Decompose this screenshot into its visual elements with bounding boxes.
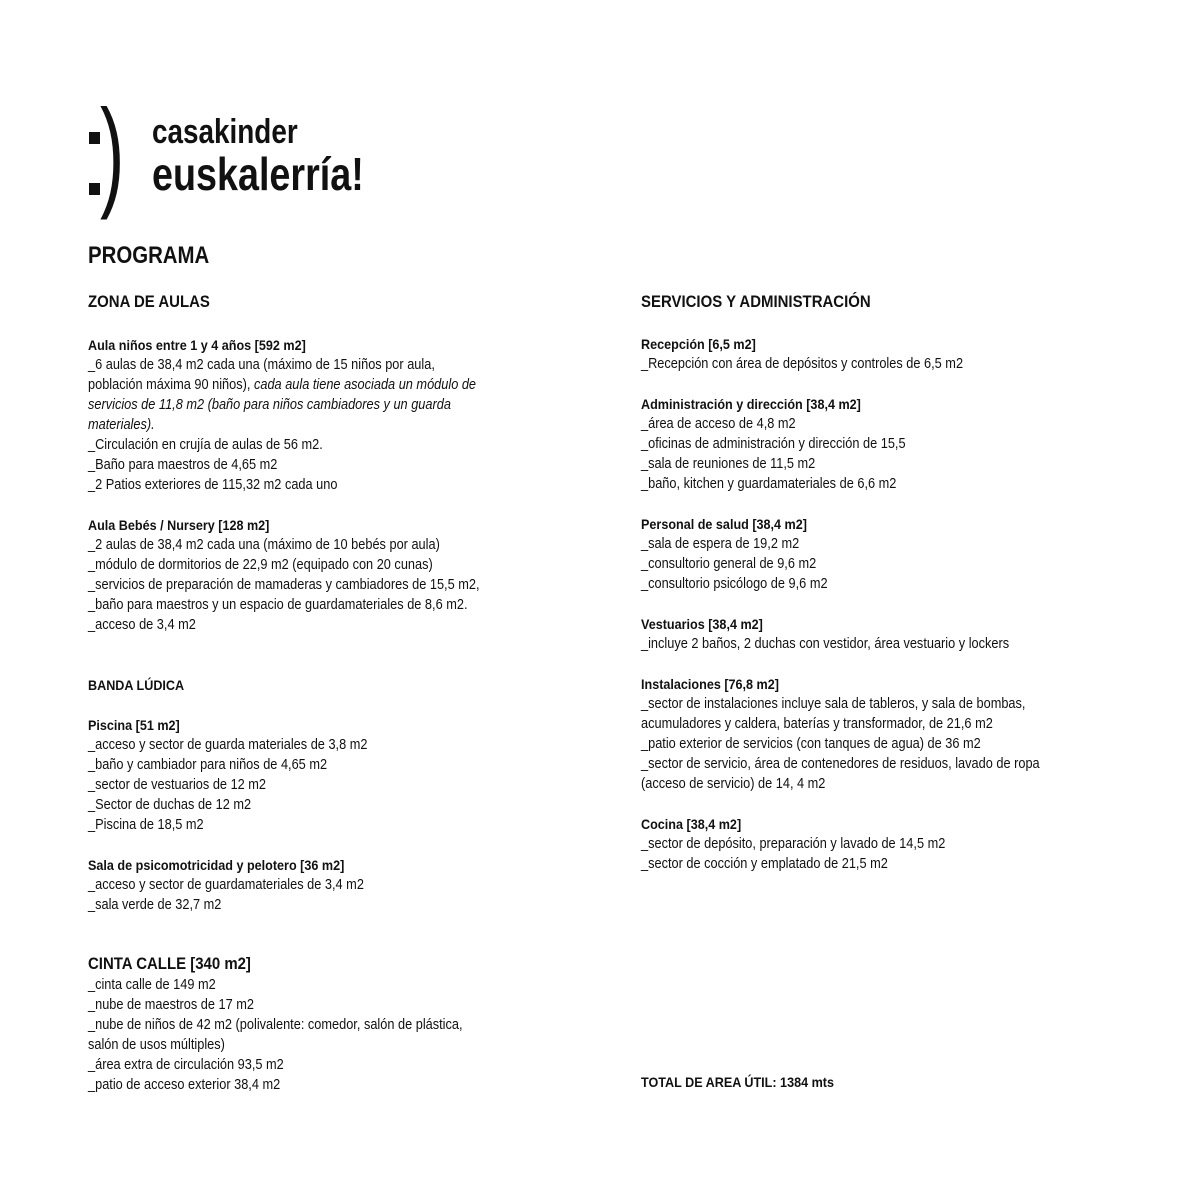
- cinta-calle-block: [88, 953, 568, 1095]
- list-item: _sector de servicio, área de contenedores de residuos, lavado de ropa: [641, 756, 1040, 772]
- list-item: _Circulación en crujía de aulas de 56 m2.: [88, 437, 323, 453]
- list-item: _6 aulas de 38,4 m2 cada una (máximo de 15 niños por aula,: [88, 357, 435, 373]
- brand-casakinder: casakinder: [152, 113, 298, 151]
- cocina-title: Cocina [38,4 m2]: [641, 816, 742, 832]
- logo-dot-bottom: [89, 183, 100, 195]
- list-item: materiales).: [88, 417, 155, 433]
- aula-bebes-title: Aula Bebés / Nursery [128 m2]: [88, 517, 270, 533]
- administracion-block: [641, 394, 1121, 494]
- list-item: _2 Patios exteriores de 115,32 m2 cada uno: [88, 477, 338, 493]
- salud-block: [641, 514, 1121, 594]
- list-item: _oficinas de administración y dirección de 15,5: [641, 436, 906, 452]
- list-item: _sala de espera de 19,2 m2: [641, 536, 800, 552]
- piscina-title: Piscina [51 m2]: [88, 717, 180, 733]
- zone-aulas-title: ZONA DE AULAS: [88, 292, 210, 311]
- brand-euskalerria: euskalerría!: [152, 148, 364, 200]
- left-column: [88, 292, 568, 1095]
- list-item: _nube de niños de 42 m2 (polivalente: comedor, salón de plástica,: [88, 1017, 463, 1033]
- vestuarios-title: Vestuarios [38,4 m2]: [641, 616, 763, 632]
- list-item: _Recepción con área de depósitos y controles de 6,5 m2: [641, 356, 964, 372]
- list-item: acumuladores y caldera, baterías y transformador, de 21,6 m2: [641, 716, 993, 732]
- servicios-title: SERVICIOS Y ADMINISTRACIÓN: [641, 292, 871, 311]
- list-item: población máxima 90 niños), cada aula tiene asociada un módulo de: [88, 377, 477, 393]
- list-item: _Sector de duchas de 12 m2: [88, 797, 252, 813]
- list-item: _área de acceso de 4,8 m2: [641, 416, 796, 432]
- logo-paren: ): [100, 84, 125, 220]
- banda-ludica-title: BANDA LÚDICA: [88, 677, 185, 693]
- list-item: _sala de reuniones de 11,5 m2: [641, 456, 816, 472]
- aula-ninos-title: Aula niños entre 1 y 4 años [592 m2]: [88, 337, 306, 353]
- instalaciones-block: [641, 674, 1121, 794]
- recepcion-block: [641, 334, 1121, 374]
- list-item: _módulo de dormitorios de 22,9 m2 (equipado con 20 cunas): [88, 557, 433, 573]
- list-item: _nube de maestros de 17 m2: [88, 997, 254, 1013]
- cocina-block: [641, 814, 1121, 874]
- page-title: PROGRAMA: [88, 242, 210, 269]
- list-item: _sector de vestuarios de 12 m2: [88, 777, 267, 793]
- cinta-calle-title: CINTA CALLE [340 m2]: [88, 954, 251, 973]
- aula-bebes-block: [88, 515, 568, 635]
- list-item: _baño para maestros y un espacio de guardamateriales de 8,6 m2.: [88, 597, 468, 613]
- logo-smiley: [84, 84, 144, 220]
- list-item: _sector de cocción y emplatado de 21,5 m2: [641, 856, 888, 872]
- list-item: _patio de acceso exterior 38,4 m2: [88, 1077, 281, 1093]
- list-item: _Baño para maestros de 4,65 m2: [88, 457, 278, 473]
- list-item: _sala verde de 32,7 m2: [88, 897, 222, 913]
- list-item: _área extra de circulación 93,5 m2: [88, 1057, 284, 1073]
- list-item: _servicios de preparación de mamaderas y cambiadores de 15,5 m2,: [88, 577, 480, 593]
- psicomotricidad-block: [88, 855, 568, 915]
- list-item: _sector de depósito, preparación y lavado de 14,5 m2: [641, 836, 946, 852]
- list-item: _cinta calle de 149 m2: [88, 977, 216, 993]
- total-area: TOTAL DE AREA ÚTIL: 1384 mts: [641, 1074, 835, 1090]
- list-item: _sector de instalaciones incluye sala de tableros, y sala de bombas,: [641, 696, 1026, 712]
- instalaciones-title: Instalaciones [76,8 m2]: [641, 676, 779, 692]
- piscina-block: [88, 715, 568, 835]
- list-item: _consultorio general de 9,6 m2: [641, 556, 817, 572]
- vestuarios-block: [641, 614, 1121, 654]
- list-item: _patio exterior de servicios (con tanques de agua) de 36 m2: [641, 736, 981, 752]
- logo-dot-top: [89, 132, 100, 144]
- list-item: _acceso y sector de guardamateriales de 3,4 m2: [88, 877, 364, 893]
- list-item: _incluye 2 baños, 2 duchas con vestidor, área vestuario y lockers: [641, 636, 1010, 652]
- list-item: _baño, kitchen y guardamateriales de 6,6 m2: [641, 476, 897, 492]
- aula-ninos-block: [88, 335, 568, 495]
- right-column: [641, 292, 1121, 874]
- list-item: (acceso de servicio) de 14, 4 m2: [641, 776, 826, 792]
- psicomotricidad-title: Sala de psicomotricidad y pelotero [36 m2]: [88, 857, 345, 873]
- list-item: _consultorio psicólogo de 9,6 m2: [641, 576, 828, 592]
- recepcion-title: Recepción [6,5 m2]: [641, 336, 756, 352]
- list-item: _Piscina de 18,5 m2: [88, 817, 204, 833]
- list-item: salón de usos múltiples): [88, 1037, 225, 1053]
- list-item: _2 aulas de 38,4 m2 cada una (máximo de 10 bebés por aula): [88, 537, 440, 553]
- administracion-title: Administración y dirección [38,4 m2]: [641, 396, 861, 412]
- list-item: servicios de 11,8 m2 (baño para niños cambiadores y un guarda: [88, 397, 451, 413]
- list-item: _baño y cambiador para niños de 4,65 m2: [88, 757, 328, 773]
- list-item: _acceso de 3,4 m2: [88, 617, 196, 633]
- list-item: _acceso y sector de guarda materiales de 3,8 m2: [88, 737, 368, 753]
- salud-title: Personal de salud [38,4 m2]: [641, 516, 807, 532]
